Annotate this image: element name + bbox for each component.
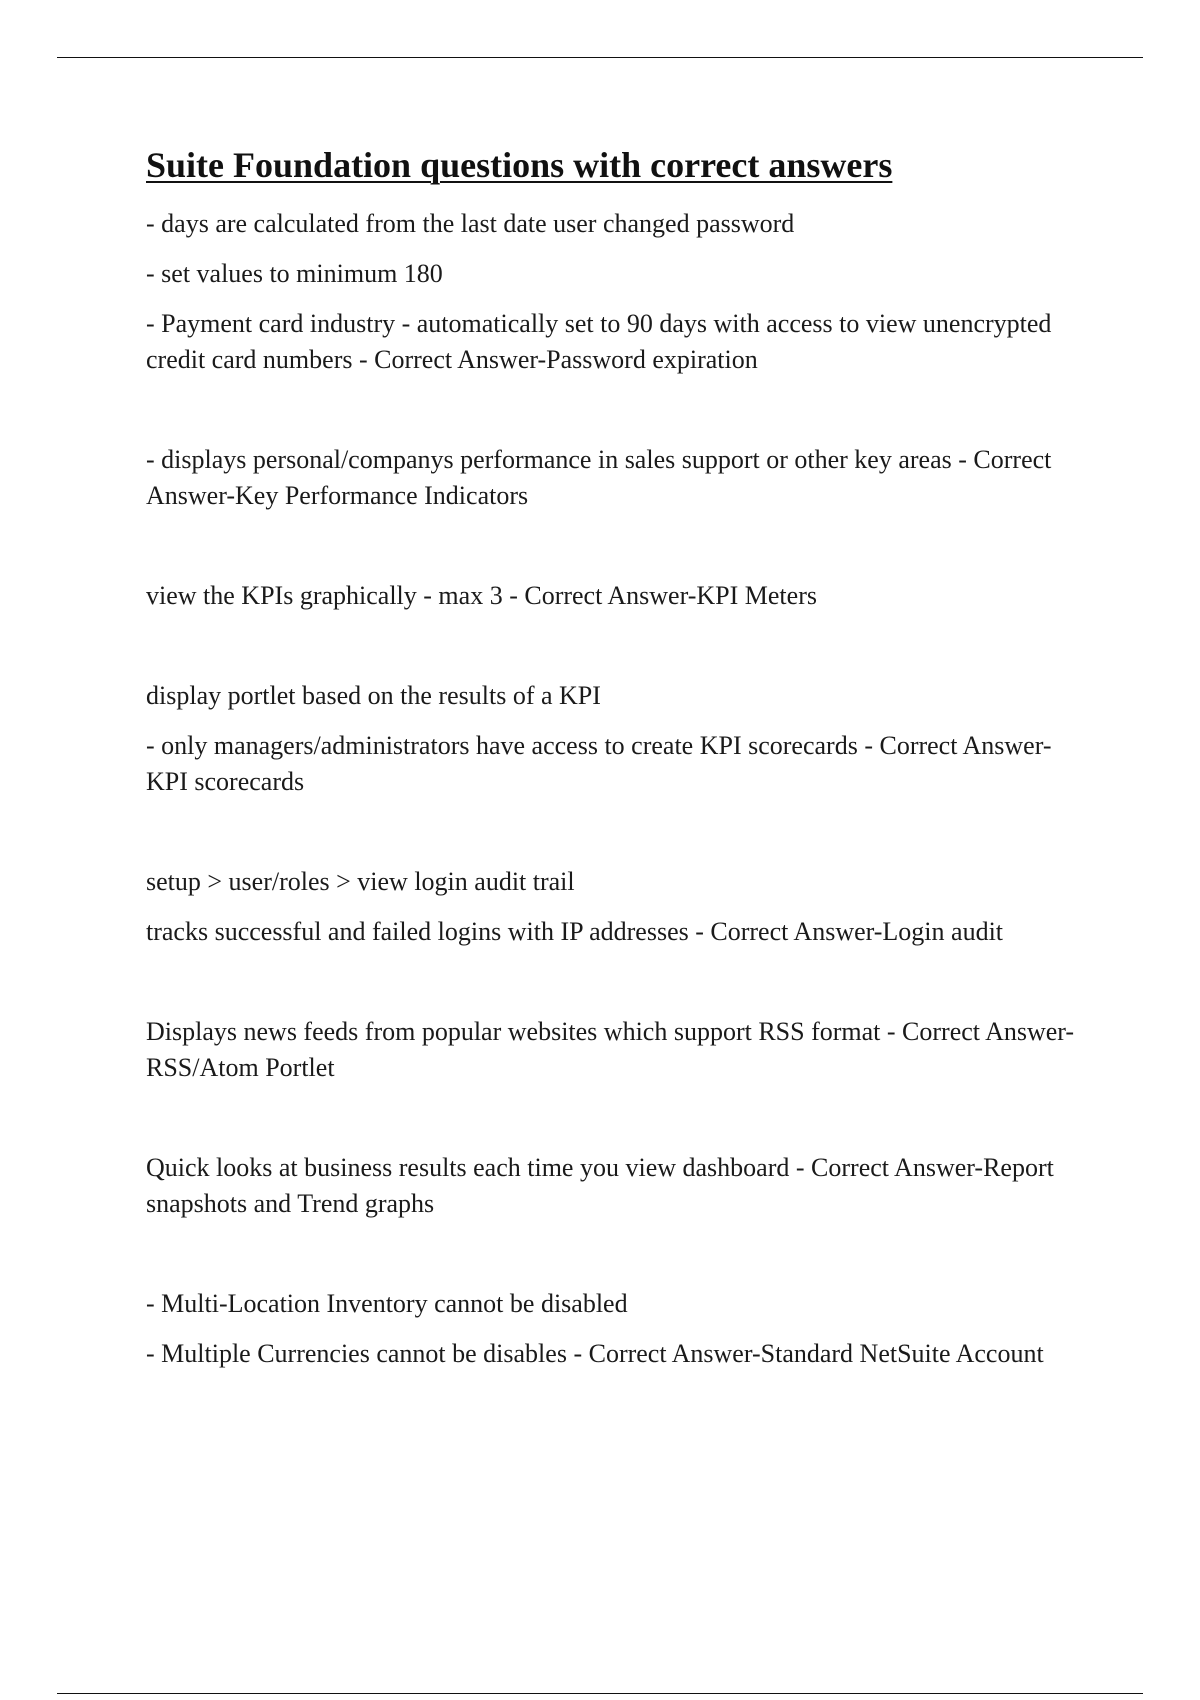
text-line-min-values: - set values to minimum 180	[146, 258, 443, 288]
text-line-standard-account: - Multiple Currencies cannot be disables - Correct Answer-Standard NetSuite Account	[146, 1338, 1044, 1368]
text-line-password-expiration: - Payment card industry - automatically set to 90 days with access to view unencrypted credit card numbers - Correct Answer-Password expiration	[146, 308, 1052, 374]
text-line-portlet: display portlet based on the results of a KPI	[146, 680, 601, 710]
document-title: Suite Foundation questions with correct answers	[146, 145, 893, 185]
document-body	[146, 146, 1086, 1372]
text-line-login-trail: setup > user/roles > view login audit trail	[146, 866, 575, 896]
text-line-rss: Displays news feeds from popular websites which support RSS format - Correct Answer-RSS/Atom Portlet	[146, 1016, 1075, 1082]
text-line-login-audit: tracks successful and failed logins with IP addresses - Correct Answer-Login audit	[146, 916, 1004, 946]
footer-rule	[57, 1693, 1143, 1694]
text-line-kpi: - displays personal/companys performance in sales support or other key areas - Correct Answer-Key Performance Indicators	[146, 444, 1052, 510]
text-line-multi-location: - Multi-Location Inventory cannot be disabled	[146, 1288, 628, 1318]
text-line-password-days: - days are calculated from the last date user changed password	[146, 208, 795, 238]
header-rule	[57, 57, 1143, 58]
text-line-report-snapshots: Quick looks at business results each time you view dashboard - Correct Answer-Report snapshots and Trend graphs	[146, 1152, 1054, 1218]
text-line-kpi-meters: view the KPIs graphically - max 3 - Correct Answer-KPI Meters	[146, 580, 817, 610]
text-line-kpi-scorecards: - only managers/administrators have access to create KPI scorecards - Correct Answer-KPI scorecards	[146, 730, 1052, 796]
